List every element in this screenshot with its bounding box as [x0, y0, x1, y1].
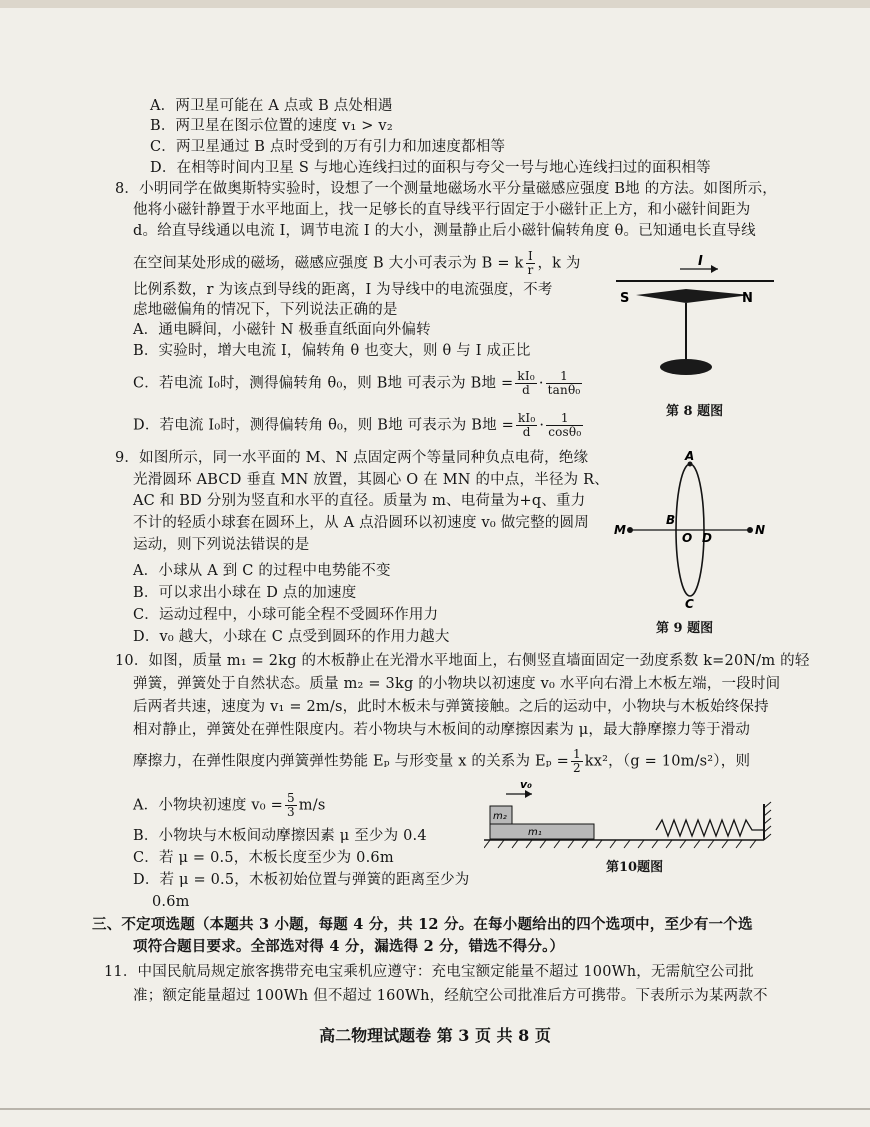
q7-option-b: B．两卫星在图示位置的速度 v₁ > v₂ [150, 118, 393, 134]
q8-option-b: B．实验时，增大电流 I，偏转角 θ 也变大，则 θ 与 I 成正比 [133, 343, 531, 359]
q9-stem-line5: 运动，则下列说法错误的是 [133, 537, 310, 553]
figure-9-ring-charges [612, 450, 772, 610]
ground-hatching [484, 840, 756, 848]
q7-option-c: C．两卫星通过 B 点时受到的万有引力和加速度都相等 [150, 139, 506, 155]
south-pole-label: S [620, 291, 630, 306]
frac-num: kI₀ [517, 369, 535, 383]
velocity-arrow-head [525, 790, 532, 798]
q10-stem-line5b: kx²，（g = 10m/s²），则 [584, 753, 751, 770]
label-o: O [682, 531, 693, 545]
q9-stem-line1: 9．如图所示，同一水平面的 M、N 点固定两个等量同种负点电荷，绝缘 [115, 450, 589, 466]
frac-den: r [527, 263, 534, 277]
frac-den: 3 [286, 805, 295, 819]
section-3-heading-line2: 项符合题目要求。全部选对得 4 分，漏选得 2 分，错选不得分。） [133, 938, 565, 955]
frac-num: 1 [546, 370, 583, 384]
q8-stem-line6: 虑地磁偏角的情况下，下列说法正确的是 [133, 302, 398, 318]
fraction-1-over-tan [546, 370, 583, 397]
q10-option-a-unit: m/s [298, 797, 326, 814]
q8-option-a: A．通电瞬间，小磁针 N 极垂直纸面向外偏转 [133, 322, 431, 338]
frac-den: cosθ₀ [548, 425, 582, 439]
q10-option-b: B．小物块与木板间动摩擦因素 μ 至少为 0.4 [133, 828, 427, 844]
fraction-one-half [571, 748, 583, 775]
q10-stem-line5a: 摩擦力，在弹性限度内弹簧弹性势能 Eₚ 与形变量 x 的关系为 Eₚ = [133, 753, 569, 770]
label-a: A [685, 450, 695, 463]
fraction-i-over-r [526, 250, 536, 277]
q8-option-c-text: C．若电流 I₀时，测得偏转角 θ₀，则 B地 可表示为 B地 = [133, 375, 514, 392]
q8-stem-line4a: 在空间某处形成的磁场，磁感应强度 B 大小可表示为 B = k [133, 255, 524, 272]
q11-stem-line1: 11．中国民航局规定旅客携带充电宝乘机应遵守：充电宝额定能量不超过 100Wh，无需航空公司批 [104, 964, 754, 980]
frac-den: 2 [572, 761, 581, 775]
north-pole-label: N [742, 291, 753, 306]
figure-10-board-spring [484, 774, 776, 854]
q9-option-b: B．可以求出小球在 D 点的加速度 [133, 585, 357, 601]
fraction-ki0-over-d [516, 412, 537, 439]
q8-stem-line3: d。给直导线通以电流 I，调节电流 I 的大小，测量静止后小磁针偏转角度 θ。已知通电长直导线 [133, 223, 756, 239]
q10-option-a [133, 792, 325, 819]
frac-num: kI₀ [517, 411, 536, 425]
q9-stem-line4: 不计的轻质小球套在圆环上，从 A 点沿圆环以初速度 v₀ 做完整的圆周 [133, 515, 589, 531]
fraction-five-thirds [285, 792, 297, 819]
q9-stem-line2: 光滑圆环 ABCD 垂直 MN 放置，其圆心 O 在 MN 的中点，半径为 R、 [133, 472, 609, 488]
q8-stem-line5: 比例系数，r 为该点到导线的距离，I 为导线中的电流强度，不考 [133, 282, 553, 298]
wall-hatching [764, 802, 771, 840]
m1-label: m₁ [528, 827, 542, 838]
q10-option-c: C．若 μ = 0.5，木板长度至少为 0.6m [133, 850, 394, 866]
frac-den: d [522, 425, 531, 439]
fraction-ki0-over-d [515, 370, 536, 397]
q10-stem-line3: 后两者共速，速度为 v₁ = 2m/s，此时木板未与弹簧接触。之后的运动中，小物块与木板始终保持 [133, 699, 769, 715]
q8-stem-line1: 8．小明同学在做奥斯特实验时，设想了一个测量地磁场水平分量磁感应强度 B地 的方法。如图所示， [115, 181, 777, 197]
frac-num: I [526, 250, 536, 264]
q7-option-a: A．两卫星可能在 A 点或 B 点处相遇 [150, 98, 393, 114]
q10-stem-line5 [133, 748, 750, 775]
compass-needle [636, 289, 750, 303]
q11-stem-line2: 准；额定能量超过 100Wh 但不超过 160Wh，经航空公司批准后方可携带。下表所示为某两款不 [133, 988, 768, 1004]
q10-option-a-text: A．小物块初速度 v₀ = [133, 797, 283, 814]
frac-num: 1 [572, 747, 581, 761]
page-footer: 高二物理试题卷 第 3 页 共 8 页 [319, 1026, 551, 1045]
scan-top-edge [0, 0, 870, 8]
figure-9-caption: 第 9 题图 [656, 621, 714, 636]
figure-10-caption: 第10题图 [606, 860, 664, 875]
figure-8-compass-wire [610, 255, 780, 395]
charge-m [627, 527, 633, 533]
compass-base [660, 359, 712, 375]
q9-option-a: A．小球从 A 到 C 的过程中电势能不变 [133, 563, 391, 579]
q8-stem-line4b: ，k 为 [537, 255, 581, 272]
q9-option-c: C．运动过程中，小球可能全程不受圆环作用力 [133, 607, 439, 623]
q10-stem-line2: 弹簧，弹簧处于自然状态。质量 m₂ = 3kg 的小物块以初速度 v₀ 水平向右滑上木板左端，一段时间 [133, 676, 781, 692]
q8-option-d: D．若电流 I₀时，测得偏转角 θ₀，则 B地 可表示为 B地 = $\frac{\text{kI₀}}{d}$ · $\frac{1}{\text{cosθ₀}}$ [133, 411, 582, 439]
current-label: I [698, 255, 703, 269]
label-d: D [702, 531, 712, 545]
q9-stem-line3: AC 和 BD 分别为竖直和水平的直径。质量为 m、电荷量为+q、重力 [133, 493, 586, 509]
q8-stem-line4 [133, 250, 581, 277]
q10-option-d-line2: 0.6m [152, 894, 190, 910]
current-arrow-head [711, 265, 718, 273]
label-b: B [666, 513, 676, 527]
label-m: M [614, 523, 626, 537]
q10-stem-line1: 10．如图，质量 m₁ = 2kg 的木板静止在光滑水平地面上，右侧竖直墙面固定一劲度系数 k=20N/m 的轻 [115, 653, 810, 669]
q8-stem-line2: 他将小磁针静置于水平地面上，找一足够长的直导线平行固定于小磁针正上方，和小磁针间距为 [133, 202, 751, 218]
board-m1 [490, 824, 594, 839]
v0-label: v₀ [520, 778, 532, 791]
label-c: C [685, 597, 694, 610]
figure-8-caption: 第 8 题图 [666, 404, 724, 419]
fraction-1-over-cos [546, 412, 583, 439]
q10-stem-line4: 相对静止，弹簧处在弹性限度内。若小物块与木板间的动摩擦因素为 μ，最大静摩擦力等于滑动 [133, 722, 751, 738]
q10-option-d-line1: D．若 μ = 0.5，木板初始位置与弹簧的距离至少为 [133, 872, 470, 888]
label-n: N [755, 523, 766, 537]
scan-bottom-edge [0, 1108, 870, 1110]
m2-label: m₂ [493, 811, 507, 822]
q7-option-d: D．在相等时间内卫星 S 与地心连线扫过的面积与夸父一号与地心连线扫过的面积相等 [150, 160, 711, 176]
charge-n [747, 527, 753, 533]
q8-option-c: C．若电流 I₀时，测得偏转角 θ₀，则 B地 可表示为 B地 = $\frac{\text{kI₀}}{d}$ · $\frac{1}{\text{tanθ₀}}$ [133, 369, 581, 397]
frac-den: d [522, 383, 531, 397]
q8-option-d-text: D．若电流 I₀时，测得偏转角 θ₀，则 B地 可表示为 B地 = [133, 417, 514, 434]
q9-option-d: D．v₀ 越大，小球在 C 点受到圆环的作用力越大 [133, 629, 450, 645]
section-3-heading-line1: 三、不定项选题（本题共 3 小题，每题 4 分，共 12 分。在每小题给出的四个选项中，至少有一个选 [92, 916, 753, 933]
spring [656, 820, 764, 836]
frac-num: 5 [286, 791, 295, 805]
frac-num: 1 [546, 412, 583, 426]
frac-den: tanθ₀ [547, 383, 581, 397]
